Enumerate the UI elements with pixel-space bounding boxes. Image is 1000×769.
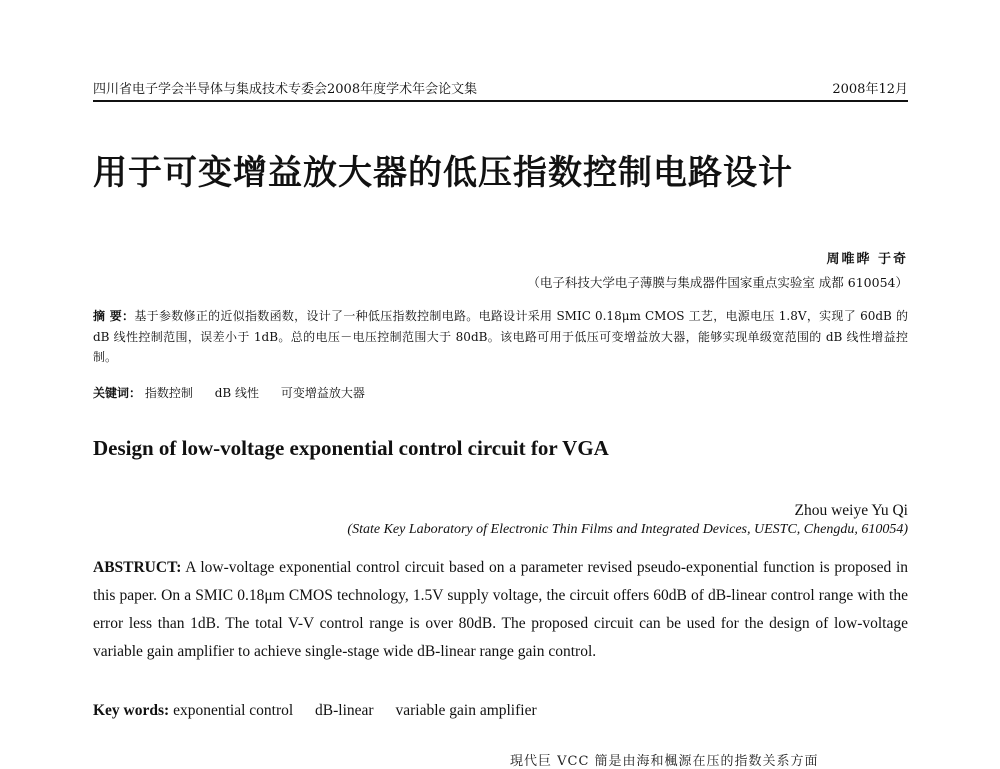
keyword-en-item: dB-linear [315, 702, 374, 719]
keywords-en [93, 702, 537, 720]
keyword-en-item: exponential control [173, 702, 294, 719]
affiliation-cn: （电子科技大学电子薄膜与集成器件国家重点实验室 成都 610054） [527, 275, 908, 290]
paper-title-cn: 用于可变增益放大器的低压指数控制电路设计 [93, 153, 793, 193]
partial-next-line: 現代巨 VCC 簡是由海和楓源在压的指数关系方面 [510, 754, 819, 769]
affiliation-en: (State Key Laboratory of Electronic Thin Films and Integrated Devices, UESTC, Chengdu, 610054) [347, 522, 908, 537]
keywords-en-label: Key words: [93, 702, 170, 719]
authors-cn: 周唯晔 于奇 [826, 252, 908, 267]
authors-en: Zhou weiye Yu Qi [794, 502, 908, 519]
abstract-en-text: A low-voltage exponential control circuit based on a parameter revised pseudo-exponential function is proposed in this paper. On a SMIC 0.18μm CMOS technology, 1.5V supply voltage, the circuit offers 60dB of dB-linear control range with the error less than 1dB. The total V-V control range is over 80dB. The proposed circuit can be used for the design of low-voltage variable gain amplifier to achieve single-stage wide dB-linear range gain control. [93, 559, 908, 660]
keyword-cn-item: dB 线性 [214, 386, 260, 400]
abstract-en [93, 554, 908, 666]
paper-title-en: Design of low-voltage exponential control circuit for VGA [93, 436, 609, 460]
header-proceedings-title: 四川省电子学会半导体与集成技术专委会2008年度学术年会论文集 [93, 82, 478, 97]
keyword-en-item: variable gain amplifier [395, 702, 537, 719]
abstract-cn-label: 摘 要： [93, 309, 135, 323]
keywords-cn-label: 关键词： [93, 386, 142, 400]
keyword-cn-item: 可变增益放大器 [280, 386, 365, 400]
header-date: 2008年12月 [832, 82, 908, 97]
keywords-cn [93, 384, 365, 401]
running-header [93, 76, 908, 102]
abstract-cn [93, 306, 908, 368]
keyword-cn-item: 指数控制 [144, 386, 193, 400]
abstract-cn-text: 基于参数修正的近似指数函数，设计了一种低压指数控制电路。电路设计采用 SMIC 0.18μm CMOS 工艺，电源电压 1.8V，实现了 60dB 的 dB 线性控制范围，误差小于 1dB。总的电压－电压控制范围大于 80dB。该电路可用于低压可变增益放大器，能够实现单级宽范围的 dB 线性增益控制。 [93, 309, 908, 364]
abstract-en-label: ABSTRUCT: [93, 559, 182, 576]
